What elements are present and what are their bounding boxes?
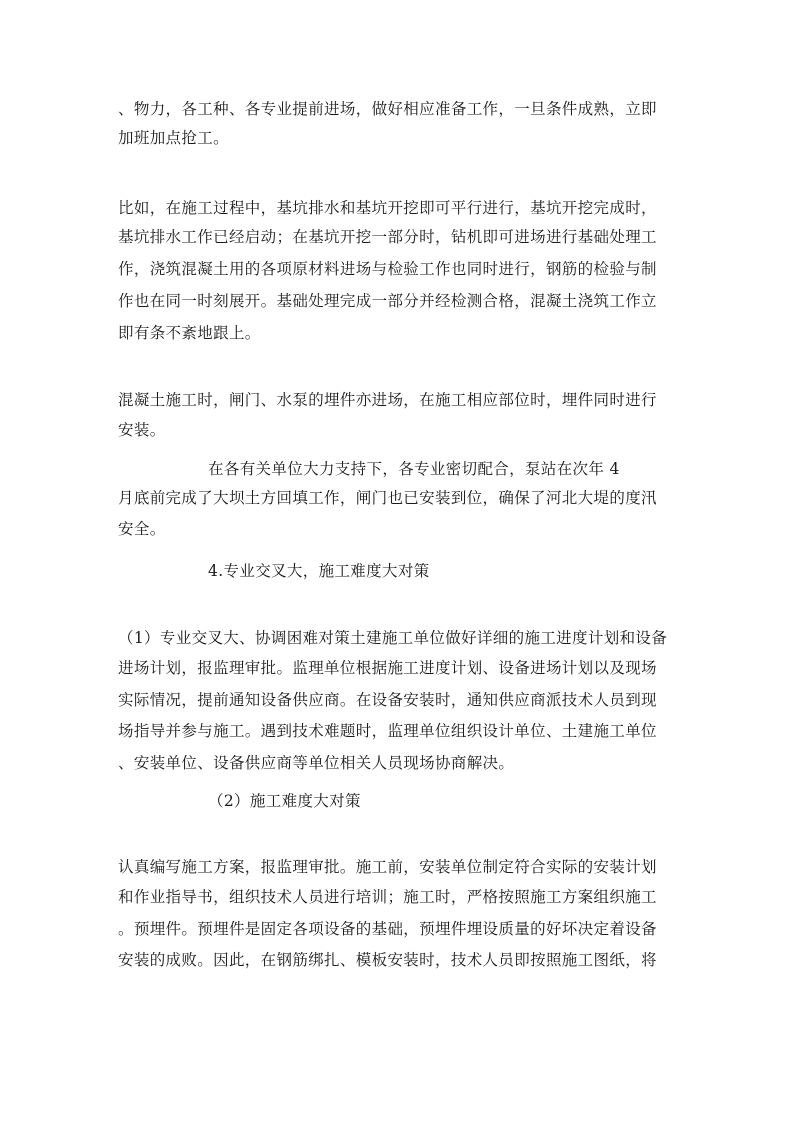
subsection-heading: （2）施工难度大对策	[208, 792, 361, 810]
text-line: （1）专业交叉大、协调困难对策土建施工单位做好详细的施工进度计划和设备	[118, 629, 668, 647]
text-line: 实际情况，提前通知设备供应商。在设备安装时，通知供应商派技术人员到现	[118, 691, 657, 709]
text-line: 场指导并参与施工。遇到技术难题时，监理单位组织设计单位、土建施工单位	[118, 722, 657, 740]
text-line: 安全。	[118, 520, 166, 538]
indented-line: 在各有关单位大力支持下，各专业密切配合，泵站在次年 4	[208, 460, 620, 478]
text-line: 认真编写施工方案，报监理审批。施工前，安装单位制定符合实际的安装计划	[118, 858, 657, 876]
text-line: 进场计划，报监理审批。监理单位根据施工进度计划、设备进场计划以及现场	[118, 659, 657, 677]
text-line: 比如，在施工过程中，基坑排水和基坑开挖即可平行进行，基坑开挖完成时，	[118, 199, 657, 217]
text-line: 即有条不紊地跟上。	[118, 324, 261, 342]
text-line: 基坑排水工作已经启动；在基坑开挖一部分时，钻机即可进场进行基础处理工	[118, 228, 657, 246]
section-heading: 4.专业交叉大，施工难度大对策	[208, 562, 430, 580]
text-line: 作，浇筑混凝土用的各项原材料进场与检验工作也同时进行，钢筋的检验与制	[118, 260, 657, 278]
text-line: 加班加点抢工。	[118, 129, 229, 147]
text-line: 和作业指导书，组织技术人员进行培训；施工时，严格按照施工方案组织施工	[118, 888, 657, 906]
text-line: 月底前完成了大坝土方回填工作，闸门也已安装到位，确保了河北大堤的度汛	[118, 489, 657, 507]
text-line: 安装的成败。因此，在钢筋绑扎、模板安装时，技术人员即按照施工图纸，将	[118, 951, 657, 969]
text-line: 作也在同一时刻展开。基础处理完成一部分并经检测合格，混凝土浇筑工作立	[118, 292, 657, 310]
text-line: 、安装单位、设备供应商等单位相关人员现场协商解决。	[118, 754, 515, 772]
text-line: 、物力，各工种、各专业提前进场，做好相应准备工作，一旦条件成熟，立即	[118, 100, 657, 118]
text-line: 混凝土施工时，闸门、水泵的埋件亦进场，在施工相应部位时，埋件同时进行	[118, 391, 657, 409]
text-line: 。预埋件。预埋件是固定各项设备的基础，预埋件埋设质量的好坏决定着设备	[118, 920, 657, 938]
text-line: 安装。	[118, 421, 166, 439]
